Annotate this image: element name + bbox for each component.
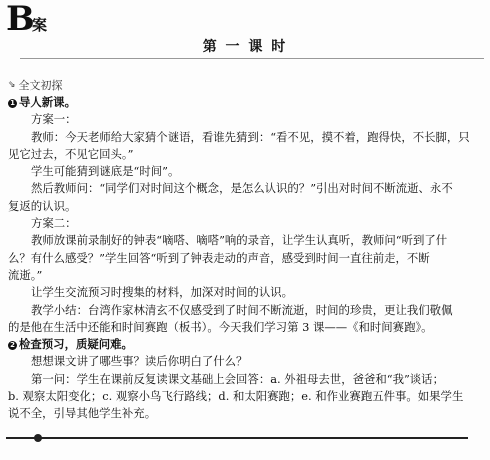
paragraph-line: 想想课文讲了哪些事？读后你明白了什么？ xyxy=(31,354,248,369)
paragraph-line: 学生可能猜到谜底是“时间”。 xyxy=(31,164,180,179)
section-label: 全文初探 xyxy=(18,79,63,92)
paragraph-line: 第一问：学生在课前反复读课文基础上会回答：a. 外祖母去世，爸爸和“我”谈话； xyxy=(31,371,444,386)
divider-dot xyxy=(34,434,42,442)
step-heading-2 xyxy=(8,336,482,353)
logo-letter: B xyxy=(6,0,33,39)
paragraph-line: 流逝。” xyxy=(8,267,43,282)
plan-2-label: 方案二： xyxy=(31,216,77,231)
paragraph-line: 教学小结：台湾作家林清玄不仅感受到了时间不断流逝，时间的珍贵，更让我们敬佩 xyxy=(31,302,453,317)
logo-text: 案 xyxy=(32,16,48,34)
paragraph-line: 说不全，引导其他学生补充。 xyxy=(8,406,157,421)
step-heading-1 xyxy=(8,94,482,111)
page-title: 第 一 课 时 xyxy=(202,39,288,55)
paragraph-line: 的是他在生活中还能和时间赛跑（板书）。今天我们学习第 3 课——《和时间赛跑》。 xyxy=(8,319,433,334)
step-number-1: 1 xyxy=(8,99,17,108)
step-label-1: 导人新课。 xyxy=(19,95,76,109)
paragraph-line: 么？有什么感受？”学生回答“听到了钟表走动的声音，感受到时间一直往前走，不断 xyxy=(8,250,430,265)
paragraph-line: 见它过去，不见它回头。” xyxy=(8,146,134,161)
paragraph-line: 教师放课前录制好的钟表“嘀嗒、嘀嗒”响的录音，让学生认真听，教师问“听到了什 xyxy=(31,233,448,248)
paragraph-line: b. 观察太阳变化；c. 观察小鸟飞行路线；d. 和太阳赛跑；e. 和作业赛跑五件事。如果学生 xyxy=(8,389,464,404)
step-number-2: 2 xyxy=(8,341,17,350)
paragraph-line: 让学生交流预习时搜集的材料，加深对时间的认识。 xyxy=(31,285,293,300)
logo xyxy=(6,0,48,39)
section-heading xyxy=(8,77,63,93)
double-chevron-icon: ⇘ xyxy=(8,80,16,90)
paragraph-line: 复返的认识。 xyxy=(8,198,77,213)
plan-1-label: 方案一： xyxy=(31,112,77,127)
step-label-2: 检查预习，质疑问难。 xyxy=(19,337,133,352)
paragraph-line: 教师：今天老师给大家猜个谜语，看谁先猜到：“看不见，摸不着，跑得快，不长脚，只 xyxy=(31,129,470,144)
paragraph-line: 然后教师问：“同学们对时间这个概念，是怎么认识的？”引出对时间不断流逝、永不 xyxy=(31,181,453,196)
body-text xyxy=(8,94,482,423)
header-divider xyxy=(20,58,484,59)
footer-divider xyxy=(6,437,468,439)
